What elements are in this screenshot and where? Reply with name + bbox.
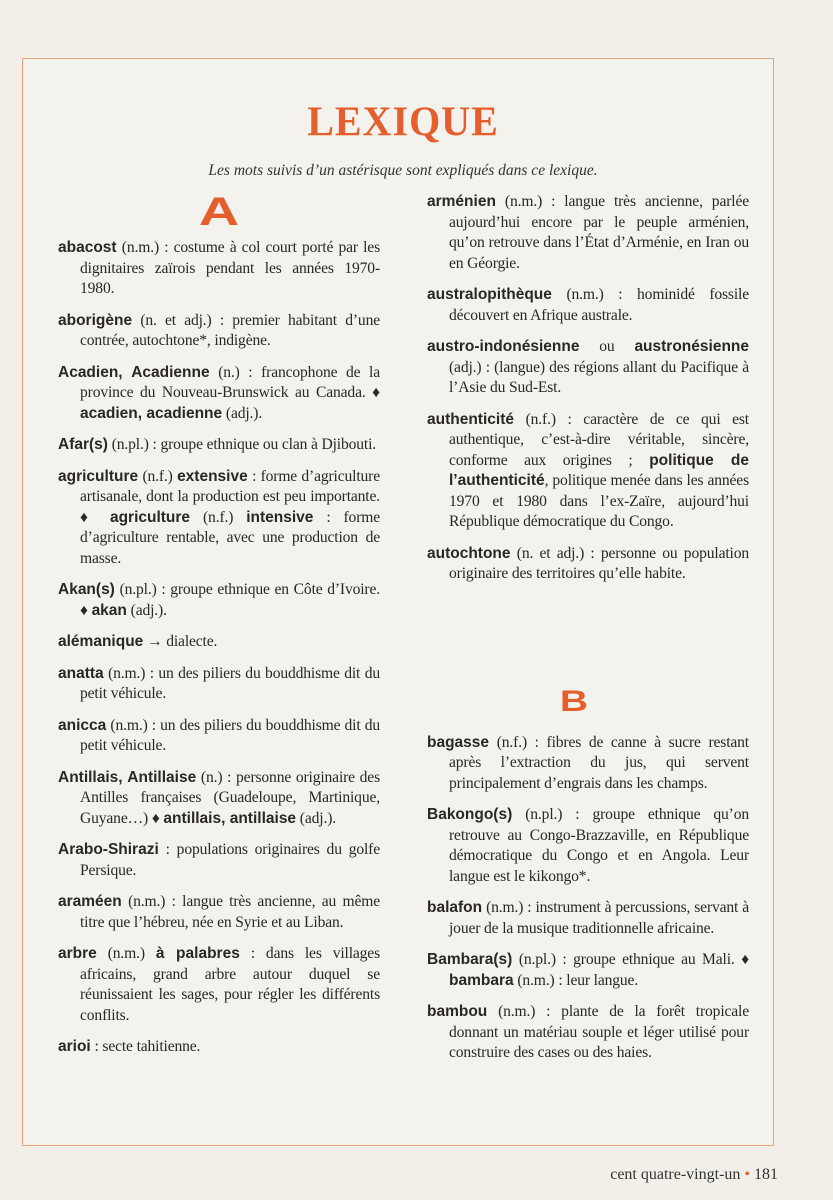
right-column bbox=[427, 192, 749, 1075]
section-letter-b: B bbox=[559, 684, 589, 718]
entry-definition: ou bbox=[579, 338, 635, 355]
entry-headword: australopithèque bbox=[427, 286, 552, 303]
entry-definition: (n.f.) bbox=[138, 467, 178, 485]
entry-definition: (n.m.) : leur langue. bbox=[513, 971, 639, 989]
entry-headword: austro-indonésienne bbox=[427, 338, 580, 355]
entry-definition: (n.f.) : fibres de canne à sucre restant après l’extraction du jus, qui servent principalement d’engrais dans les champs. bbox=[449, 733, 749, 792]
section-letter-a: A bbox=[198, 190, 240, 234]
entry-definition: (n.pl.) : groupe ethnique en Côte d’Ivoire. ♦ bbox=[80, 581, 380, 619]
entry-headword: extensive bbox=[177, 467, 248, 485]
entry-headword: à palabres bbox=[155, 945, 240, 962]
page-title: LEXIQUE bbox=[307, 97, 499, 146]
entry-headword: bagasse bbox=[427, 733, 490, 751]
lexicon-entry bbox=[58, 892, 380, 933]
entry-definition: (n.m.) : costume à col court porté par les dignitaires zaïrois pendant les années 1970-1980. bbox=[80, 239, 380, 297]
entry-definition: : forme d’agriculture artisanale, dont la production est peu importante. ♦ bbox=[80, 467, 380, 526]
page-number-words: cent quatre-vingt-un bbox=[610, 1166, 741, 1183]
lexicon-entry bbox=[58, 664, 380, 705]
entry-list-left bbox=[58, 238, 380, 1058]
entry-definition: (adj.) : (langue) des régions allant du Pacifique à l’Asie du Sud-Est. bbox=[449, 358, 749, 396]
lexicon-entry bbox=[427, 1002, 749, 1064]
entry-headword: authenticité bbox=[427, 410, 514, 428]
entry-headword: politique de l’authenticité bbox=[449, 451, 750, 489]
lexicon-entry bbox=[427, 733, 749, 795]
entry-definition: (adj.). bbox=[222, 404, 263, 422]
entry-headword: Arabo-Shirazi bbox=[58, 841, 159, 858]
entry-list-right-b bbox=[427, 733, 749, 1064]
entry-headword: bambou bbox=[427, 1003, 488, 1020]
page-footer bbox=[610, 1166, 778, 1184]
entry-definition: (n. et adj.) : premier habitant d’une contrée, autochtone*, indigène. bbox=[80, 311, 380, 349]
lexicon-entry bbox=[58, 435, 380, 456]
entry-headword: Akan(s) bbox=[58, 581, 115, 598]
entry-list-right-a bbox=[427, 192, 749, 585]
entry-headword: Afar(s) bbox=[58, 436, 108, 453]
entry-definition: (n.pl.) : groupe ethnique qu’on retrouve au Congo-Brazzaville, en République démocratique du Congo et en Angola. Leur langue est le kikongo*. bbox=[449, 806, 749, 885]
entry-headword: akan bbox=[91, 601, 127, 619]
entry-definition: (n.f.) bbox=[190, 508, 247, 526]
entry-definition: (n.) : personne originaire des Antilles françaises (Guadeloupe, Martinique, Guyane…) ♦ bbox=[80, 768, 380, 827]
entry-definition: : dans les villages africains, grand arbre autour duquel se réunissaient les sages, pour régler les différents conflits. bbox=[80, 945, 381, 1024]
entry-definition: → dialecte. bbox=[143, 633, 218, 650]
entry-headword: Bambara(s) bbox=[427, 951, 513, 968]
entry-definition: : secte tahitienne. bbox=[90, 1038, 201, 1055]
entry-headword: arioi bbox=[58, 1038, 91, 1055]
lexicon-entry bbox=[427, 805, 749, 887]
lexicon-entry bbox=[427, 337, 749, 399]
entry-headword: anicca bbox=[58, 716, 107, 734]
lexicon-entry bbox=[427, 192, 749, 274]
entry-headword: Acadien, Acadienne bbox=[58, 363, 210, 381]
lexicon-entry bbox=[58, 768, 380, 830]
entry-definition: (n.m.) : un des piliers du bouddhisme dit du petit véhicule. bbox=[80, 664, 380, 702]
page-subtitle: Les mots suivis d’un astérisque sont expliqués dans ce lexique. bbox=[208, 162, 598, 179]
entry-definition: : populations originaires du golfe Persique. bbox=[80, 841, 380, 879]
entry-definition: (adj.). bbox=[296, 809, 336, 827]
entry-definition: (n.f.) : caractère de ce qui est authentique, c’est-à-dire véritable, sincère, conforme aux origines ; bbox=[449, 410, 749, 469]
entry-definition: (n.pl.) : groupe ethnique au Mali. ♦ bbox=[512, 951, 749, 968]
lexicon-entry bbox=[427, 410, 749, 533]
entry-definition: (n.m.) bbox=[96, 945, 156, 962]
entry-definition: (n.m.) : langue très ancienne, parlée aujourd’hui encore par le peuple arménien, qu’on retrouve dans l’État d’Arménie, en Iran ou en Géorgie. bbox=[449, 193, 749, 272]
entry-headword: arménien bbox=[427, 193, 496, 210]
lexicon-entry bbox=[58, 1037, 380, 1058]
lexicon-entry bbox=[58, 467, 380, 570]
entry-headword: abacost bbox=[58, 239, 117, 256]
entry-definition: : forme d’agriculture rentable, avec une production de masse. bbox=[80, 508, 380, 567]
entry-headword: autochtone bbox=[427, 544, 511, 562]
footer-bullet: • bbox=[744, 1166, 750, 1183]
entry-headword: Antillais, Antillaise bbox=[58, 768, 197, 786]
entry-headword: intensive bbox=[246, 508, 314, 526]
entry-definition: (n. et adj.) : personne ou population originaire des territoires qu’elle habite. bbox=[449, 544, 749, 582]
lexicon-entry bbox=[427, 898, 749, 939]
entry-headword: alémanique bbox=[58, 633, 144, 650]
entry-headword: agriculture bbox=[109, 508, 191, 526]
entry-headword: araméen bbox=[58, 893, 122, 910]
lexicon-entry bbox=[427, 950, 749, 991]
entry-headword: agriculture bbox=[58, 467, 139, 485]
lexicon-entry bbox=[427, 544, 749, 585]
lexicon-entry bbox=[427, 285, 749, 326]
entry-definition: (n.m.) : un des piliers du bouddhisme dit du petit véhicule. bbox=[80, 716, 380, 754]
entry-headword: Bakongo(s) bbox=[427, 806, 513, 823]
lexicon-entry bbox=[58, 632, 380, 653]
lexicon-entry bbox=[58, 580, 380, 621]
entry-headword: balafon bbox=[427, 899, 483, 916]
lexicon-entry bbox=[58, 840, 380, 881]
entry-definition: (adj.). bbox=[126, 601, 167, 619]
entry-definition: (n.m.) : hominidé fossile découvert en Afrique australe. bbox=[449, 286, 749, 324]
entry-headword: bambara bbox=[449, 971, 514, 989]
entry-definition: (n.pl.) : groupe ethnique ou clan à Djibouti. bbox=[107, 436, 377, 453]
entry-definition: , politique menée dans les années 1970 et 1980 dans l’ex-Zaïre, aujourd’hui République démocratique du Congo. bbox=[449, 472, 749, 530]
lexicon-entry bbox=[58, 716, 380, 757]
entry-definition: (n.m.) : plante de la forêt tropicale donnant un matériau souple et léger utilisé pour construire des cases ou des haies. bbox=[449, 1003, 749, 1061]
entry-headword: acadien, acadienne bbox=[80, 404, 223, 422]
page-number: 181 bbox=[754, 1166, 778, 1183]
entry-headword: austronésienne bbox=[634, 338, 749, 355]
entry-headword: antillais, antillaise bbox=[163, 809, 297, 827]
entry-definition: (n.m.) : instrument à percussions, servant à jouer de la musique traditionnelle africaine. bbox=[449, 899, 749, 937]
entry-definition: (n.m.) : langue très ancienne, au même titre que l’hébreu, née en Syrie et au Liban. bbox=[80, 893, 380, 931]
entry-headword: arbre bbox=[58, 945, 97, 962]
left-column bbox=[58, 192, 380, 1069]
entry-headword: anatta bbox=[58, 664, 104, 682]
entry-headword: aborigène bbox=[58, 311, 133, 329]
lexicon-entry bbox=[58, 944, 380, 1026]
lexicon-entry bbox=[58, 311, 380, 352]
lexicon-entry bbox=[58, 363, 380, 425]
entry-definition: (n.) : francophone de la province du Nouveau-Brunswick au Canada. ♦ bbox=[80, 363, 380, 401]
lexicon-entry bbox=[58, 238, 380, 300]
